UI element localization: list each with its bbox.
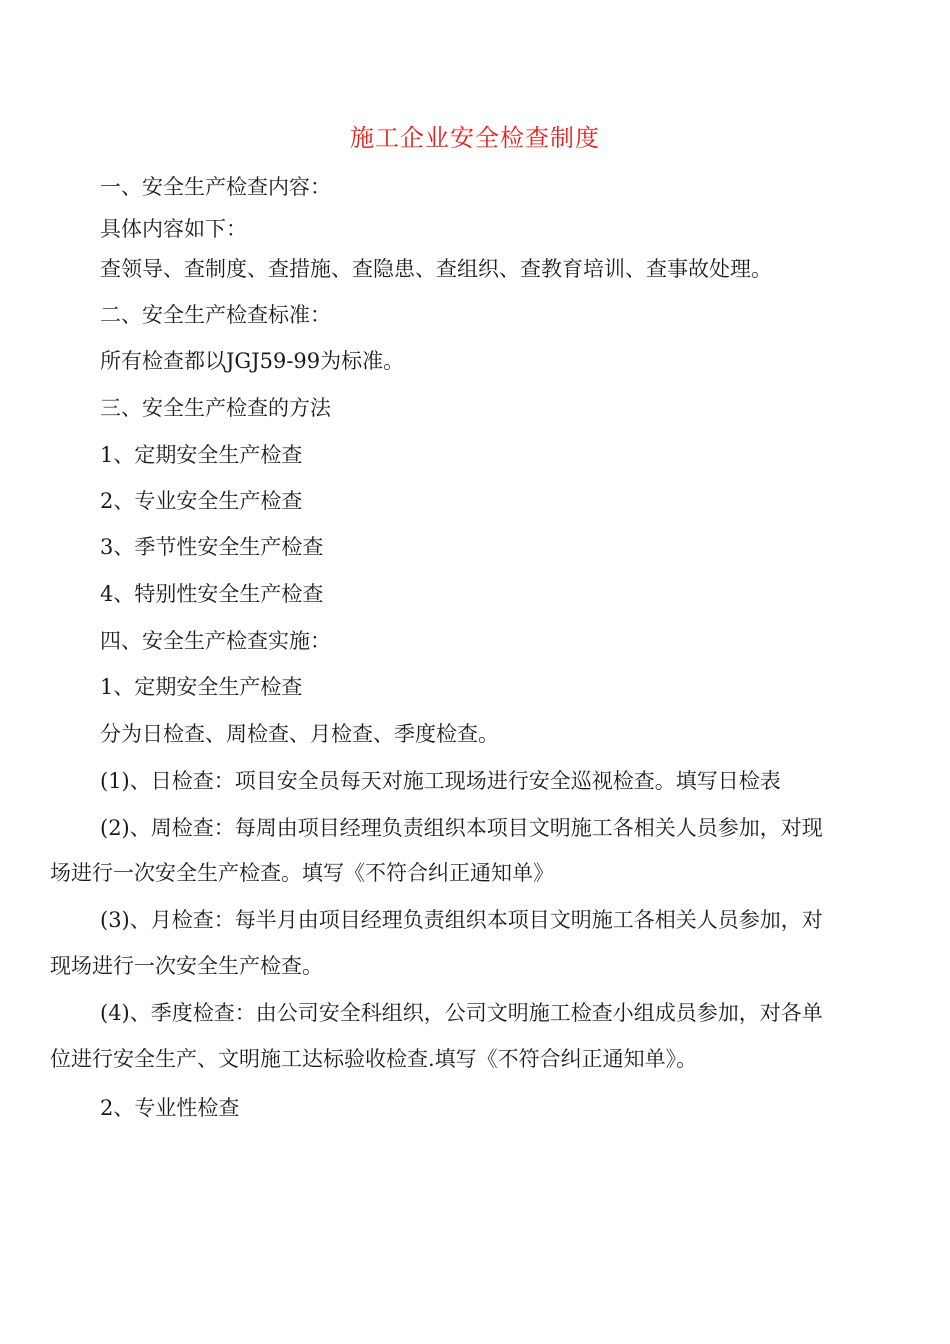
section-heading-3: 三、安全生产检查的方法	[100, 396, 331, 420]
list-item: 2、专业性检查	[100, 1096, 240, 1120]
section-heading-2: 二、安全生产检查标准：	[100, 303, 331, 327]
paragraph: (3)、月检查：每半月由项目经理负责组织本项目文明施工各相关人员参加，对	[100, 908, 823, 932]
paragraph: 分为日检查、周检查、月检查、季度检查。	[100, 722, 499, 746]
list-item: 2、专业安全生产检查	[100, 489, 303, 513]
paragraph: (4)、季度检查：由公司安全科组织，公司文明施工检查小组成员参加，对各单	[100, 1001, 823, 1025]
list-item: 4、特别性安全生产检查	[100, 582, 324, 606]
paragraph: 所有检查都以JGJ59-99为标准。	[100, 349, 405, 373]
paragraph: 查领导、查制度、查措施、查隐患、查组织、查教育培训、查事故处理。	[100, 257, 772, 281]
paragraph-continuation: 位进行安全生产、文明施工达标验收检查.填写《不符合纠正通知单》。	[50, 1047, 698, 1071]
list-item: 3、季节性安全生产检查	[100, 535, 324, 559]
paragraph-continuation: 现场进行一次安全生产检查。	[50, 954, 323, 978]
list-item: 1、定期安全生产检查	[100, 675, 303, 699]
paragraph-continuation: 场进行一次安全生产检查。填写《不符合纠正通知单》	[50, 861, 554, 885]
list-item: 1、定期安全生产检查	[100, 443, 303, 467]
section-heading-1: 一、安全生产检查内容：	[100, 175, 331, 199]
section-heading-4: 四、安全生产检查实施：	[100, 629, 331, 653]
paragraph: 具体内容如下：	[100, 217, 247, 241]
document-title: 施工企业安全检查制度	[350, 124, 600, 152]
paragraph: (2)、周检查：每周由项目经理负责组织本项目文明施工各相关人员参加，对现	[100, 816, 823, 840]
paragraph: (1)、日检查：项目安全员每天对施工现场进行安全巡视检查。填写日检表	[100, 769, 781, 793]
